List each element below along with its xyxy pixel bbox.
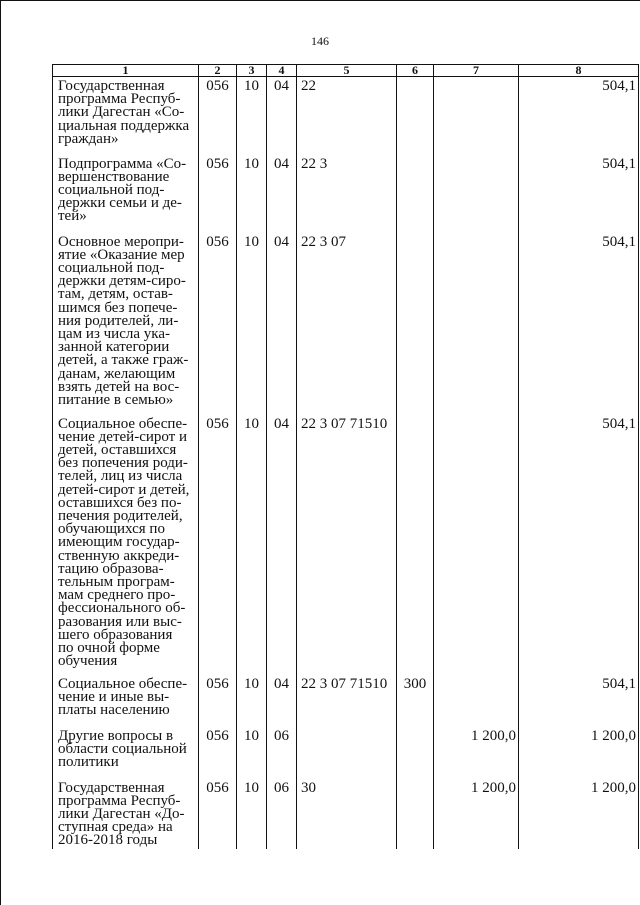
scan-edge-line (0, 0, 1, 905)
column-header: 7 (434, 65, 519, 77)
target-article-code: 22 (297, 77, 397, 155)
table-header-row (53, 65, 639, 77)
ministry-code: 056 (199, 155, 237, 233)
expense-type-code (397, 233, 434, 415)
subsection-code: 04 (267, 233, 297, 415)
expense-type-code (397, 727, 434, 779)
ministry-code: 056 (199, 675, 237, 727)
amount-col7 (434, 77, 519, 155)
target-article-code: 22 3 07 71510 (297, 415, 397, 675)
table-row (53, 77, 639, 155)
ministry-code: 056 (199, 727, 237, 779)
expense-type-code (397, 77, 434, 155)
table-row (53, 727, 639, 779)
amount-col8: 504,1 (519, 233, 639, 415)
amount-col7: 1 200,0 (434, 727, 519, 779)
row-name: Социальное обеспе- чение и иные вы- платы населению (53, 675, 199, 727)
target-article-code: 22 3 07 71510 (297, 675, 397, 727)
section-code: 10 (237, 727, 267, 779)
target-article-code: 22 3 07 (297, 233, 397, 415)
amount-col8: 504,1 (519, 415, 639, 675)
row-name: Государственная программа Респуб- лики Дагестан «Со- циальная поддержка граждан» (53, 77, 199, 155)
amount-col8: 504,1 (519, 77, 639, 155)
amount-col7 (434, 233, 519, 415)
subsection-code: 06 (267, 727, 297, 779)
subsection-code: 06 (267, 779, 297, 849)
amount-col8: 1 200,0 (519, 779, 639, 849)
row-name: Социальное обеспе- чение детей-сирот и детей, оставшихся без попечения роди- телей, лиц из числа детей-сирот и детей, оставшихся без по- печения родителей, обучающихся по имеющим государ- ственную аккреди- тацию образова- тельным програм- мам среднего про- фессионального об- разования или выс- шего образования по очной форме обучения (53, 415, 199, 675)
target-article-code: 30 (297, 779, 397, 849)
table-row (53, 233, 639, 415)
page-number: 146 (311, 34, 329, 48)
section-code: 10 (237, 77, 267, 155)
subsection-code: 04 (267, 675, 297, 727)
ministry-code: 056 (199, 233, 237, 415)
expense-type-code (397, 415, 434, 675)
row-name: Государственная программа Респуб- лики Дагестан «До- ступная среда» на 2016-2018 годы (53, 779, 199, 849)
amount-col7 (434, 415, 519, 675)
amount-col7: 1 200,0 (434, 779, 519, 849)
section-code: 10 (237, 233, 267, 415)
section-code: 10 (237, 415, 267, 675)
table-row (53, 779, 639, 849)
column-header: 4 (267, 65, 297, 77)
subsection-code: 04 (267, 155, 297, 233)
target-article-code (297, 727, 397, 779)
section-code: 10 (237, 155, 267, 233)
row-name: Подпрограмма «Со- вершенствование социальной под- держки семьи и де- тей» (53, 155, 199, 233)
amount-col8: 504,1 (519, 675, 639, 727)
column-header: 6 (397, 65, 434, 77)
target-article-code: 22 3 (297, 155, 397, 233)
ministry-code: 056 (199, 77, 237, 155)
amount-col8: 1 200,0 (519, 727, 639, 779)
section-code: 10 (237, 779, 267, 849)
column-header: 2 (199, 65, 237, 77)
row-name: Основное меропри- ятие «Оказание мер социальной под- держки детям-сиро- там, детям, остав- шимся без попече- ния родителей, ли- цам из числа ука- занной категории детей, а также граж- данам, желающим взять детей на вос- питание в семью» (53, 233, 199, 415)
subsection-code: 04 (267, 77, 297, 155)
ministry-code: 056 (199, 779, 237, 849)
amount-col8: 504,1 (519, 155, 639, 233)
column-header: 5 (297, 65, 397, 77)
column-header: 1 (53, 65, 199, 77)
expense-type-code (397, 155, 434, 233)
table-row (53, 415, 639, 675)
section-code: 10 (237, 675, 267, 727)
amount-col7 (434, 155, 519, 233)
scan-edge-line (0, 0, 640, 1)
expense-type-code: 300 (397, 675, 434, 727)
expense-type-code (397, 779, 434, 849)
subsection-code: 04 (267, 415, 297, 675)
amount-col7 (434, 675, 519, 727)
row-name: Другие вопросы в области социальной политики (53, 727, 199, 779)
table-row (53, 155, 639, 233)
ministry-code: 056 (199, 415, 237, 675)
budget-table (52, 64, 639, 849)
table-row (53, 675, 639, 727)
column-header: 3 (237, 65, 267, 77)
column-header: 8 (519, 65, 639, 77)
